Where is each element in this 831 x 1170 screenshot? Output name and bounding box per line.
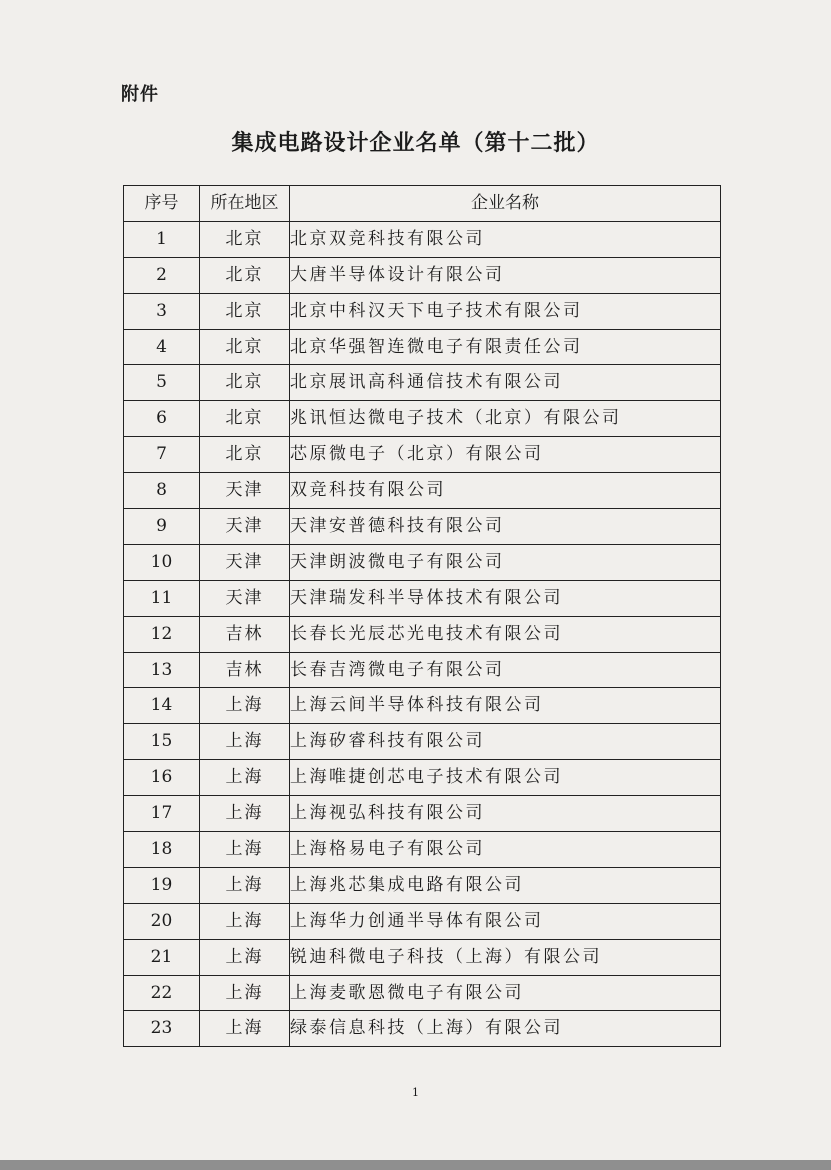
- row-number: 13: [124, 652, 200, 688]
- row-number: 19: [124, 867, 200, 903]
- row-region: 上海: [200, 724, 290, 760]
- table-row: [124, 401, 721, 437]
- table-row: [124, 221, 721, 257]
- header-region: 所在地区: [200, 186, 290, 222]
- row-company-name: 上海麦歌恩微电子有限公司: [290, 975, 721, 1011]
- row-number: 5: [124, 365, 200, 401]
- row-number: 11: [124, 580, 200, 616]
- row-number: 1: [124, 221, 200, 257]
- row-company-name: 长春长光辰芯光电技术有限公司: [290, 616, 721, 652]
- row-number: 3: [124, 293, 200, 329]
- row-region: 吉林: [200, 652, 290, 688]
- row-region: 上海: [200, 760, 290, 796]
- table-row: [124, 939, 721, 975]
- table-row: [124, 903, 721, 939]
- table-row: [124, 724, 721, 760]
- row-region: 天津: [200, 473, 290, 509]
- table-row: [124, 580, 721, 616]
- row-company-name: 上海云间半导体科技有限公司: [290, 688, 721, 724]
- row-number: 10: [124, 544, 200, 580]
- row-number: 7: [124, 437, 200, 473]
- table-row: [124, 975, 721, 1011]
- row-region: 上海: [200, 832, 290, 868]
- row-number: 21: [124, 939, 200, 975]
- row-company-name: 上海兆芯集成电路有限公司: [290, 867, 721, 903]
- row-number: 18: [124, 832, 200, 868]
- table-row: [124, 509, 721, 545]
- row-company-name: 上海格易电子有限公司: [290, 832, 721, 868]
- row-number: 4: [124, 329, 200, 365]
- row-company-name: 天津安普德科技有限公司: [290, 509, 721, 545]
- row-region: 上海: [200, 796, 290, 832]
- row-number: 14: [124, 688, 200, 724]
- table-row: [124, 832, 721, 868]
- row-company-name: 天津瑞发科半导体技术有限公司: [290, 580, 721, 616]
- scan-edge: [0, 1160, 831, 1170]
- row-company-name: 北京中科汉天下电子技术有限公司: [290, 293, 721, 329]
- row-number: 2: [124, 257, 200, 293]
- row-region: 北京: [200, 293, 290, 329]
- table-body: [124, 221, 721, 1046]
- row-company-name: 上海唯捷创芯电子技术有限公司: [290, 760, 721, 796]
- row-number: 9: [124, 509, 200, 545]
- row-number: 8: [124, 473, 200, 509]
- table-row: [124, 293, 721, 329]
- row-region: 北京: [200, 401, 290, 437]
- row-company-name: 绿泰信息科技（上海）有限公司: [290, 1011, 721, 1047]
- table-row: [124, 796, 721, 832]
- table-row: [124, 544, 721, 580]
- row-number: 12: [124, 616, 200, 652]
- row-region: 天津: [200, 509, 290, 545]
- table-row: [124, 760, 721, 796]
- row-company-name: 上海矽睿科技有限公司: [290, 724, 721, 760]
- row-number: 16: [124, 760, 200, 796]
- table-row: [124, 473, 721, 509]
- table-row: [124, 867, 721, 903]
- row-region: 北京: [200, 329, 290, 365]
- row-company-name: 上海华力创通半导体有限公司: [290, 903, 721, 939]
- table-row: [124, 688, 721, 724]
- page-number: 1: [412, 1086, 419, 1099]
- table-header-row: [124, 186, 721, 222]
- row-region: 北京: [200, 221, 290, 257]
- row-company-name: 上海视弘科技有限公司: [290, 796, 721, 832]
- row-region: 天津: [200, 580, 290, 616]
- row-number: 22: [124, 975, 200, 1011]
- header-number: 序号: [124, 186, 200, 222]
- row-region: 北京: [200, 437, 290, 473]
- row-region: 天津: [200, 544, 290, 580]
- row-number: 20: [124, 903, 200, 939]
- header-company-name: 企业名称: [290, 186, 721, 222]
- table-row: [124, 437, 721, 473]
- row-region: 上海: [200, 939, 290, 975]
- row-company-name: 锐迪科微电子科技（上海）有限公司: [290, 939, 721, 975]
- row-company-name: 兆讯恒达微电子技术（北京）有限公司: [290, 401, 721, 437]
- document-title: 集成电路设计企业名单（第十二批）: [231, 131, 600, 156]
- row-region: 上海: [200, 975, 290, 1011]
- row-company-name: 长春吉湾微电子有限公司: [290, 652, 721, 688]
- table-row: [124, 365, 721, 401]
- table-row: [124, 257, 721, 293]
- table-row: [124, 329, 721, 365]
- company-table: [123, 185, 721, 1047]
- row-company-name: 北京展讯高科通信技术有限公司: [290, 365, 721, 401]
- row-number: 17: [124, 796, 200, 832]
- row-region: 上海: [200, 1011, 290, 1047]
- row-number: 15: [124, 724, 200, 760]
- row-number: 6: [124, 401, 200, 437]
- row-number: 23: [124, 1011, 200, 1047]
- table-row: [124, 1011, 721, 1047]
- row-region: 上海: [200, 688, 290, 724]
- row-region: 北京: [200, 365, 290, 401]
- row-company-name: 芯原微电子（北京）有限公司: [290, 437, 721, 473]
- row-region: 上海: [200, 867, 290, 903]
- row-company-name: 大唐半导体设计有限公司: [290, 257, 721, 293]
- row-company-name: 北京双竞科技有限公司: [290, 221, 721, 257]
- row-region: 北京: [200, 257, 290, 293]
- table-row: [124, 616, 721, 652]
- row-region: 吉林: [200, 616, 290, 652]
- attachment-label: 附件: [121, 84, 159, 105]
- row-company-name: 天津朗波微电子有限公司: [290, 544, 721, 580]
- table-row: [124, 652, 721, 688]
- row-company-name: 双竞科技有限公司: [290, 473, 721, 509]
- row-region: 上海: [200, 903, 290, 939]
- row-company-name: 北京华强智连微电子有限责任公司: [290, 329, 721, 365]
